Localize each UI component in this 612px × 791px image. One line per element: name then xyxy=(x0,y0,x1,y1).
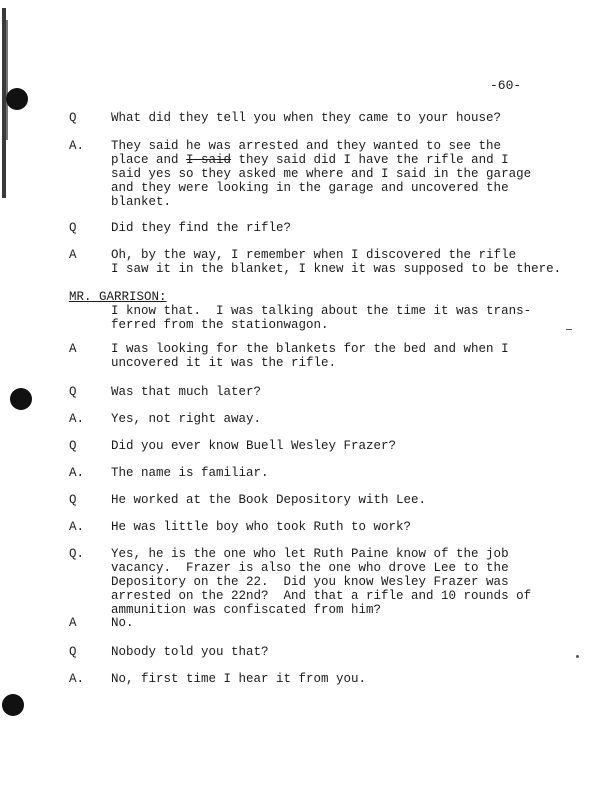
speaker-label: Q. xyxy=(69,547,85,561)
speaker-label: Q xyxy=(69,493,77,507)
entry-text: Was that much later? xyxy=(111,385,262,399)
binder-hole xyxy=(10,388,32,410)
entry-text: Nobody told you that? xyxy=(111,645,269,659)
speaker-label: Q xyxy=(69,111,77,125)
entry-text: No. xyxy=(111,616,134,630)
speaker-label: A. xyxy=(69,672,85,686)
entry-text: Yes, not right away. xyxy=(111,412,262,426)
speaker-label: A. xyxy=(69,520,85,534)
speaker-label: Q xyxy=(69,385,77,399)
entry-text: The name is familiar. xyxy=(111,466,269,480)
speaker-label: Q xyxy=(69,645,77,659)
speaker-label: Q xyxy=(69,221,77,235)
entry-text: He was little boy who took Ruth to work? xyxy=(111,520,412,534)
speaker-label: Q xyxy=(69,439,77,453)
entry-text: They said he was arrested and they wanted to see the place and I said they said did I have the rifle and I said yes so they asked me where and I said in the garage and they were looking in the garage and uncovered the blanket. xyxy=(111,139,532,209)
left-edge-mark xyxy=(6,20,8,140)
entry-text: I was looking for the blankets for the bed and when I uncovered it it was the rifle. xyxy=(111,342,509,370)
entry-text: Oh, by the way, I remember when I discovered the rifle I saw it in the blanket, I knew it was supposed to be there. xyxy=(111,248,562,276)
speaker-label: A xyxy=(69,616,77,630)
struck-text: I said xyxy=(186,153,232,167)
entry-text: Yes, he is the one who let Ruth Paine know of the job vacancy. Frazer is also the one who drove Lee to the Depository on the 22. Did you know Wesley Frazer was arrested on the 22nd? And that a rifle and 10 rounds of ammunition was confiscated from him? xyxy=(111,547,532,617)
entry-text: I know that. I was talking about the time it was trans- ferred from the stationwagon. xyxy=(111,304,532,332)
entry-text: Did they find the rifle? xyxy=(111,221,292,235)
margin-mark xyxy=(566,329,572,330)
speaker-label: A. xyxy=(69,139,85,153)
speaker-heading: MR. GARRISON: xyxy=(69,290,167,304)
speaker-label: A. xyxy=(69,412,85,426)
speaker-label: A. xyxy=(69,466,85,480)
entry-text: He worked at the Book Depository with Lee. xyxy=(111,493,427,507)
margin-mark xyxy=(576,655,579,658)
speaker-label: A xyxy=(69,248,77,262)
entry-text: What did they tell you when they came to your house? xyxy=(111,111,502,125)
page-number: -60- xyxy=(490,78,522,93)
entry-text: No, first time I hear it from you. xyxy=(111,672,367,686)
binder-hole xyxy=(6,88,28,110)
entry-text: Did you ever know Buell Wesley Frazer? xyxy=(111,439,397,453)
speaker-label: A xyxy=(69,342,77,356)
binder-hole xyxy=(2,694,24,716)
